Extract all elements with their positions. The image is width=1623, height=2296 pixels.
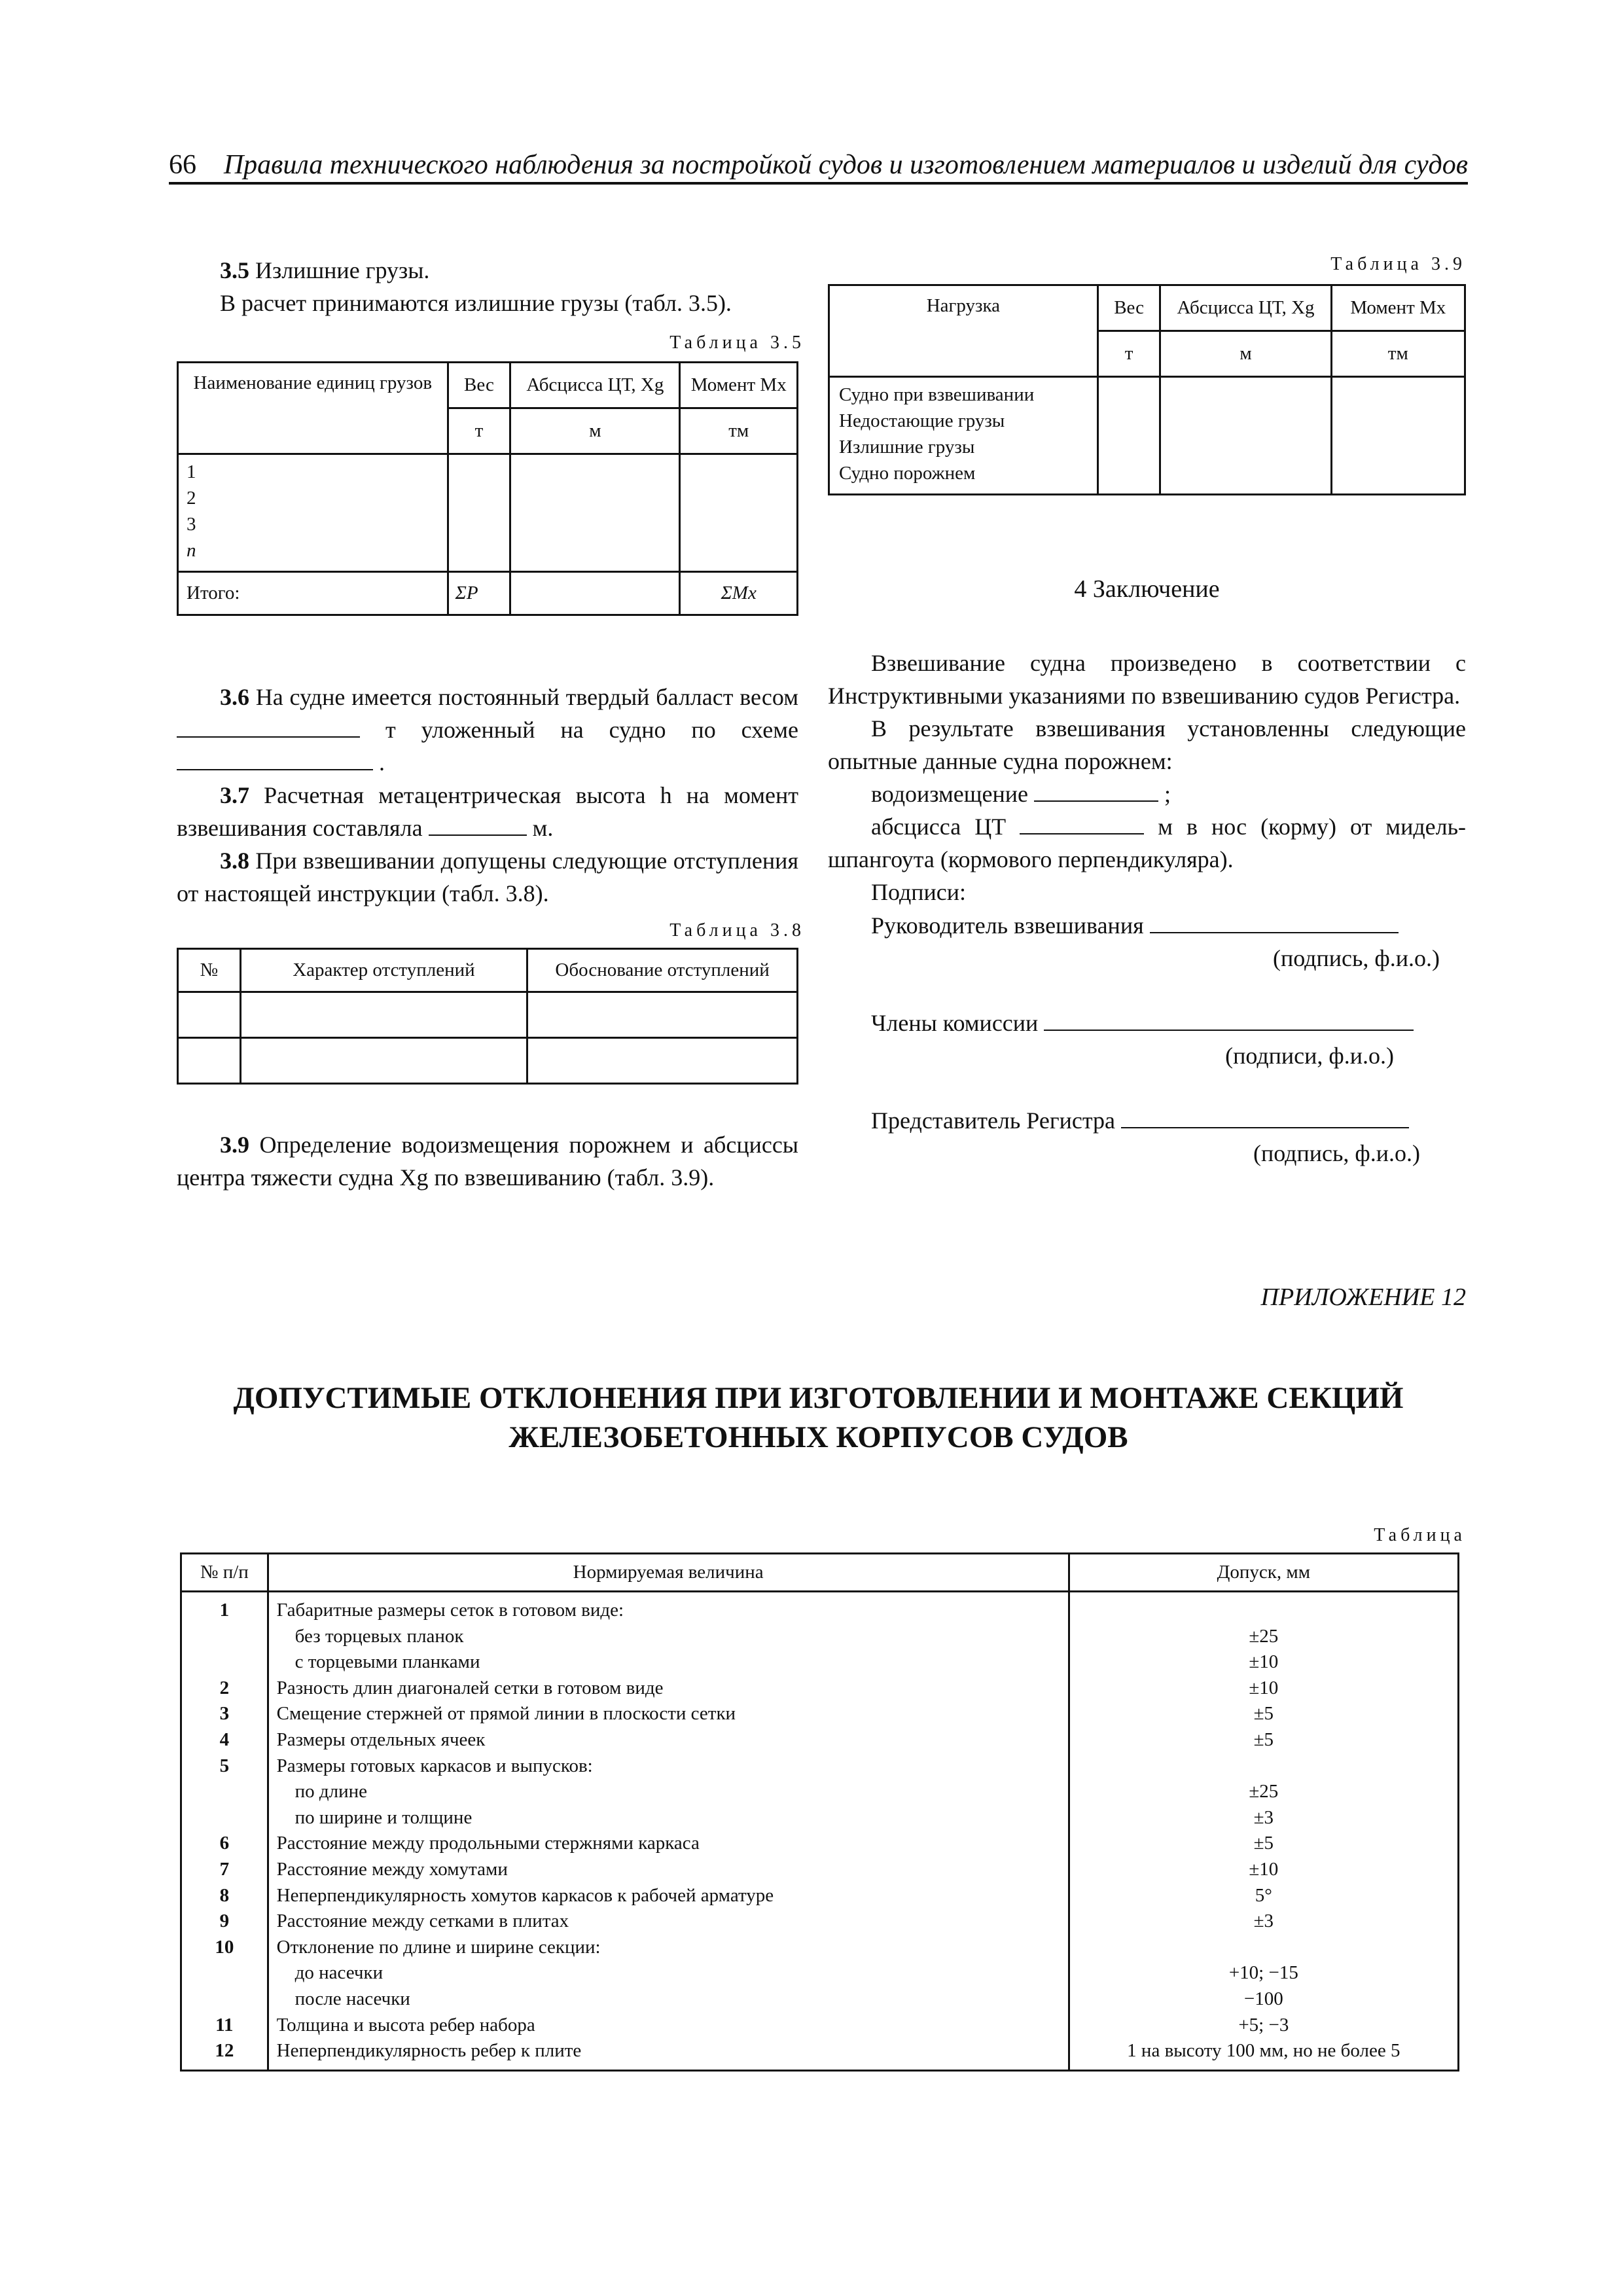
row-tolerance: ±5 (1253, 1833, 1274, 1854)
running-title: Правила технического наблюдения за постройкой судов и изготовлением материалов и изделий для судов (223, 150, 1468, 180)
tolerance-column (1069, 1592, 1458, 2071)
row-label: 1 (187, 461, 196, 482)
row-text: Смещение стержней от прямой линии в плоскости сетки (276, 1703, 736, 1725)
row-label: Судно при взвешивании (839, 384, 1035, 405)
section-text: В расчет принимаются излишние грузы (табл. 3.5). (220, 290, 732, 316)
row-text: Неперпендикулярность ребер к плите (276, 2040, 582, 2062)
ballast-weight-field[interactable] (177, 714, 360, 738)
metacentric-height-field[interactable] (429, 812, 527, 836)
leader-signature-field[interactable] (1150, 908, 1399, 933)
row-number: 10 (215, 1936, 234, 1958)
row-number (190, 1986, 259, 2013)
row-tolerance: 1 на высоту 100 мм, но не более 5 (1127, 2040, 1400, 2062)
row-number: 3 (219, 1703, 230, 1725)
row-number: 7 (219, 1858, 230, 1880)
col-header-value: Нормируемая величина (268, 1554, 1069, 1592)
row-number: 5 (219, 1755, 230, 1776)
row-tolerance: ±25 (1249, 1781, 1279, 1803)
section-3-5 (177, 254, 792, 319)
unit-tm: тм (1331, 331, 1465, 377)
section-text: При взвешивании допущены следующие отступления от настоящей инструкции (табл. 3.8). (177, 848, 798, 906)
section-text: м. (532, 815, 554, 841)
section-4 (828, 647, 1466, 1170)
row-number: 4 (219, 1729, 230, 1750)
abscissa-label: абсцисса ЦТ (871, 814, 1007, 840)
row-tolerance: 5° (1255, 1884, 1272, 1906)
sections-3-6-3-8 (177, 681, 798, 910)
row-tolerance: +10; −15 (1228, 1962, 1298, 1984)
row-text: Размеры готовых каркасов и выпусков: (276, 1755, 593, 1776)
row-number (190, 1624, 259, 1650)
total-moment: ΣMx (680, 572, 798, 615)
row-tolerance: ±10 (1249, 1651, 1279, 1673)
row-tolerance (1078, 1935, 1450, 1961)
section-number: 3.5 (220, 257, 249, 283)
members-line (828, 1006, 1466, 1039)
row-text: Расстояние между сетками в плитах (276, 1910, 569, 1932)
rows-cell (829, 377, 1098, 495)
displacement-field[interactable] (1034, 778, 1158, 802)
section-text: т уложенный на судно по схеме (385, 717, 799, 743)
row-number: 8 (219, 1884, 230, 1906)
row-number: 2 (219, 1677, 230, 1698)
unit-m: м (510, 408, 680, 454)
row-tolerance: ±25 (1249, 1625, 1279, 1647)
row-text: с торцевыми планками (294, 1651, 480, 1673)
row-text: Габаритные размеры сеток в готовом виде: (276, 1600, 624, 1621)
tolerance-table (180, 1552, 1459, 2072)
row-number (190, 1960, 259, 1986)
displacement-label: водоизмещение (871, 781, 1028, 807)
page-header (169, 148, 1468, 185)
members-signature-field[interactable] (1044, 1006, 1414, 1031)
cell (1331, 377, 1465, 495)
rep-signature-field[interactable] (1121, 1103, 1409, 1128)
table-3-5-caption: Таблица 3.5 (669, 332, 805, 353)
col-header-moment: Момент Mx (1331, 285, 1465, 331)
row-tolerance: ±5 (1253, 1703, 1274, 1725)
col-header-load: Нагрузка (829, 285, 1098, 377)
col-header-name: Наименование единиц грузов (178, 363, 448, 454)
section-4-title: 4 Заключение (1074, 575, 1220, 603)
row-number: 9 (219, 1910, 230, 1932)
leader-line (828, 908, 1466, 942)
section-text: На судне имеется постоянный твердый балласт весом (249, 684, 798, 710)
row-text: Разность длин диагоналей сетки в готовом виде (276, 1677, 664, 1698)
row-number: 6 (219, 1833, 230, 1854)
row-text: Неперпендикулярность хомутов каркасов к рабочей арматуре (276, 1884, 774, 1906)
table-3-8 (177, 948, 798, 1085)
section-text: . (379, 749, 385, 776)
col-header-abscissa: Абсцисса ЦТ, Xg (510, 363, 680, 408)
row-number: 12 (215, 2040, 234, 2062)
table-3-5 (177, 361, 798, 616)
col-header-no: № п/п (181, 1554, 268, 1592)
annex-label: ПРИЛОЖЕНИЕ 12 (1260, 1283, 1466, 1311)
cell[interactable] (178, 992, 241, 1038)
section-3-7 (177, 779, 798, 844)
col-header-abscissa: Абсцисса ЦТ, Xg (1160, 285, 1331, 331)
row-tolerance: ±3 (1253, 1806, 1274, 1828)
abscissa-text: м в нос (корму) от мидель-шпангоута (кормового перпендикуляра). (828, 814, 1467, 872)
cell[interactable] (527, 1038, 798, 1084)
col-header-weight: Вес (448, 363, 510, 408)
conclusion-p2: В результате взвешивания установленны следующие опытные данные судна порожнем: (828, 715, 1466, 774)
annex-table-caption: Таблица (1374, 1525, 1466, 1545)
members-label: Члены комиссии (871, 1010, 1039, 1036)
row-text: Отклонение по длине и ширине секции: (276, 1936, 601, 1958)
section-number: 3.6 (220, 684, 249, 710)
row-number (190, 1805, 259, 1831)
section-text: Расчетная метацентрическая высота h на момент взвешивания составляла (177, 782, 798, 841)
row-tolerance: +5; −3 (1238, 2014, 1289, 2036)
total-weight: ΣP (448, 572, 510, 615)
row-number (190, 1649, 259, 1676)
total-label: Итого: (178, 572, 448, 615)
number-column (181, 1592, 268, 2071)
table-3-9 (828, 284, 1466, 495)
row-label: n (187, 540, 196, 561)
row-number: 1 (219, 1600, 230, 1621)
cell (510, 454, 680, 572)
row-label: 2 (187, 488, 196, 509)
section-number: 3.9 (220, 1132, 249, 1158)
section-title: Излишние грузы. (249, 257, 430, 283)
row-label: Судно порожнем (839, 463, 976, 484)
cell (448, 454, 510, 572)
row-tolerance (1078, 1753, 1450, 1780)
row-tolerance: ±10 (1249, 1858, 1279, 1880)
rep-hint: (подпись, ф.и.о.) (1253, 1140, 1420, 1166)
cell[interactable] (178, 1038, 241, 1084)
annex-title-line: ЖЕЛЕЗОБЕТОННЫХ КОРПУСОВ СУДОВ (508, 1420, 1128, 1454)
cell (1097, 377, 1160, 495)
cell[interactable] (240, 1038, 527, 1084)
row-text: до насечки (294, 1962, 383, 1984)
unit-tm: тм (680, 408, 798, 454)
row-label: 3 (187, 514, 196, 535)
rep-line (828, 1103, 1466, 1137)
section-3-6 (177, 681, 798, 779)
col-header-moment: Момент Mx (680, 363, 798, 408)
signatures-label: Подписи: (871, 879, 967, 905)
row-number: 11 (215, 2014, 234, 2036)
abscissa-line (828, 810, 1466, 876)
section-number: 3.7 (220, 782, 249, 808)
unit-m: м (1160, 331, 1331, 377)
unit-t: т (1097, 331, 1160, 377)
section-3-9 (177, 1128, 798, 1194)
table-3-8-caption: Таблица 3.8 (669, 920, 805, 941)
cell (680, 454, 798, 572)
section-3-8 (177, 844, 798, 910)
col-header-reason: Обоснование отступлений (527, 949, 798, 992)
row-tolerance (1078, 1598, 1450, 1624)
annex-title (169, 1378, 1468, 1457)
row-tolerance: −100 (1243, 1988, 1283, 2009)
row-label: Недостающие грузы (839, 410, 1005, 431)
leader-hint: (подпись, ф.и.о.) (1272, 945, 1440, 971)
value-column (268, 1592, 1069, 2071)
rows-cell (178, 454, 448, 572)
unit-t: т (448, 408, 510, 454)
cell (510, 572, 680, 615)
col-header-character: Характер отступлений (240, 949, 527, 992)
members-hint: (подписи, ф.и.о.) (1225, 1043, 1394, 1069)
row-text: Размеры отдельных ячеек (276, 1729, 486, 1750)
row-text: Толщина и высота ребер набора (276, 2014, 535, 2036)
row-text: по ширине и толщине (294, 1806, 473, 1828)
abscissa-field[interactable] (1020, 811, 1144, 834)
page-number: 66 (169, 150, 196, 180)
cell (1160, 377, 1331, 495)
col-header-weight: Вес (1097, 285, 1160, 331)
row-tolerance: ±5 (1253, 1729, 1274, 1750)
row-number (190, 1779, 259, 1805)
cell[interactable] (240, 992, 527, 1038)
displacement-line (828, 778, 1466, 810)
row-tolerance: ±10 (1249, 1677, 1279, 1698)
row-text: после насечки (294, 1988, 410, 2009)
section-text: Определение водоизмещения порожнем и абсциссы центра тяжести судна Xg по взвешиванию (табл. 3.9). (177, 1132, 798, 1191)
cell[interactable] (527, 992, 798, 1038)
punctuation: ; (1164, 781, 1171, 807)
conclusion-p1: Взвешивание судна произведено в соответствии с Инструктивными указаниями по взвешиванию судов Регистра. (828, 650, 1466, 709)
row-text: по длине (294, 1781, 368, 1803)
leader-label: Руководитель взвешивания (871, 912, 1144, 939)
row-tolerance: ±3 (1253, 1910, 1274, 1932)
col-header-tolerance: Допуск, мм (1069, 1554, 1458, 1592)
rep-label: Представитель Регистра (871, 1107, 1115, 1134)
row-text: Расстояние между продольными стержнями каркаса (276, 1833, 700, 1854)
ballast-scheme-field[interactable] (177, 747, 373, 770)
row-label: Излишние грузы (839, 437, 975, 457)
row-text: без торцевых планок (294, 1625, 464, 1647)
table-3-9-caption: Таблица 3.9 (1330, 254, 1466, 274)
annex-title-line: ДОПУСТИМЫЕ ОТКЛОНЕНИЯ ПРИ ИЗГОТОВЛЕНИИ И МОНТАЖЕ СЕКЦИЙ (233, 1381, 1404, 1415)
col-header-no: № (178, 949, 241, 992)
section-number: 3.8 (220, 848, 249, 874)
row-text: Расстояние между хомутами (276, 1858, 508, 1880)
